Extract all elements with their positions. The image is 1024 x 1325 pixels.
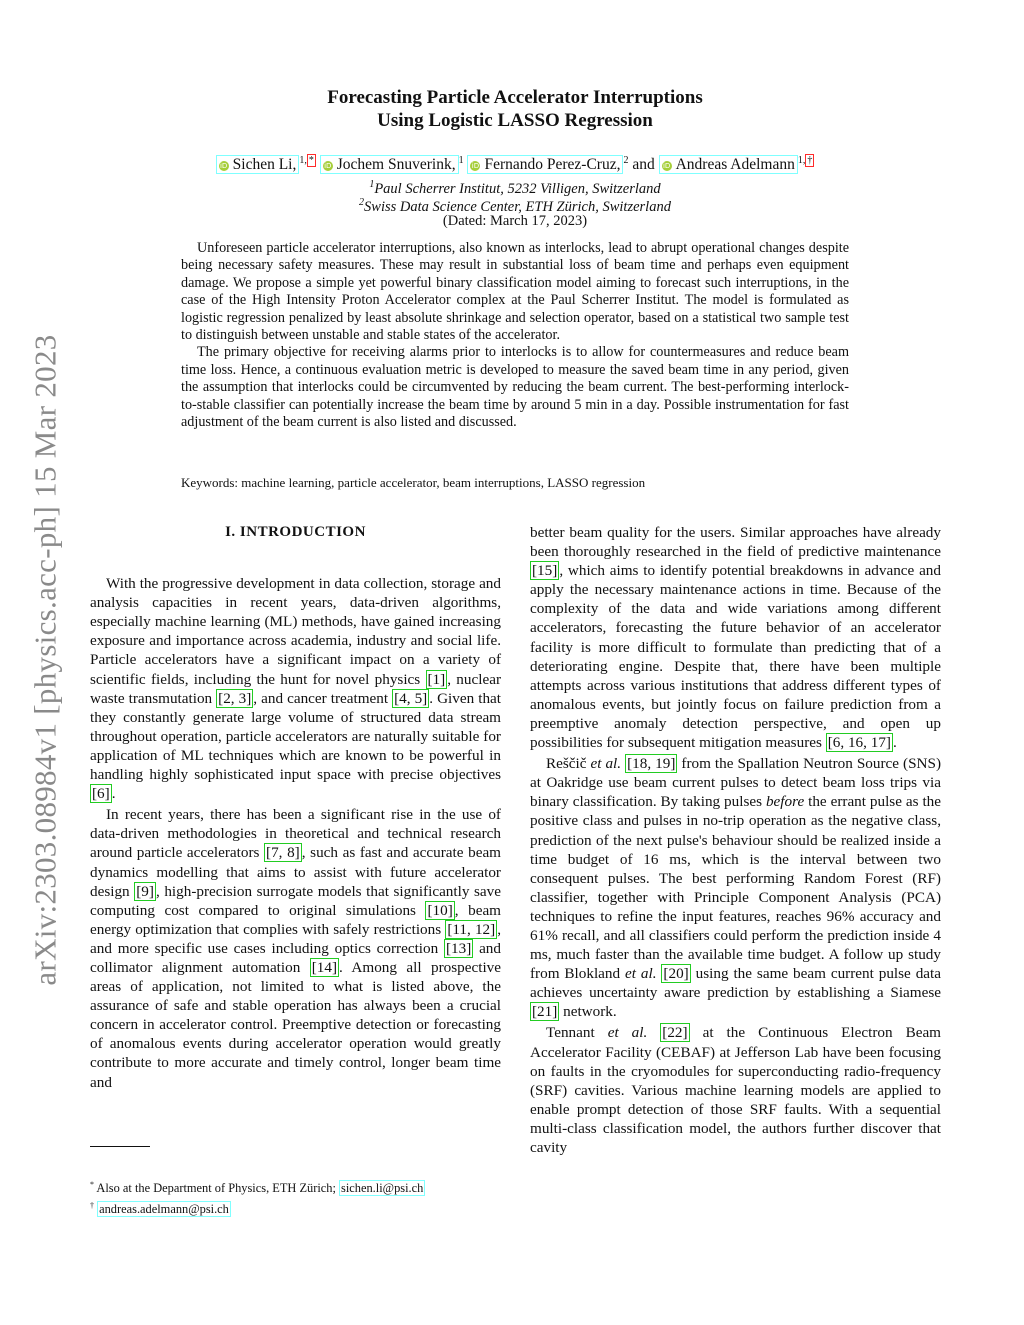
citation-link[interactable]: [2, 3] [218, 689, 252, 707]
citation-link[interactable]: [7, 8] [266, 844, 300, 862]
author-link-1[interactable]: iD Sichen Li, [216, 155, 300, 174]
citation-link[interactable]: [20] [663, 965, 689, 983]
arxiv-identifier [24, 300, 68, 1020]
title-line-2: Using Logistic LASSO Regression [377, 110, 653, 131]
footnote-link-dagger[interactable]: † [807, 155, 813, 166]
intro-paragraph-3: better beam quality for the users. Similar approaches have already been thoroughly researched in the field of predictive maintenance [15] , which aims to identify potential breakdowns in advance and apply the necessary maintenance actions in time. Because of the complexity of the data and wide variations among different accelerators, forecasting the future behavior of an accelerator facility is more difficult to formulate than predicting that of a deteriorating engine. Despite that, there have been multiple attempts across various institutions that address different types of anomalous events, but jointly focus on failure prediction from a preemptive anomaly detection perspective, and open up possibilities for subsequent mitigation measures [6, 16, 17] . [530, 524, 941, 752]
abstract-paragraph-1: Unforeseen particle accelerator interruptions, also known as interlocks, lead to abrupt operational changes despite being necessary safety measures. These may result in substantial loss of beam time and perhaps even equipment damage. We propose a simple yet powerful binary classification model aiming to forecast such interruptions, in the case of the High Intensity Proton Accelerator complex at the Paul Scherrer Institut. The model is formulated as logistic regression penalized by least absolute shrinkage and selection operator, based on a statistical two sample test to distinguish between unstable and stable states of the accelerator. [181, 240, 849, 344]
author-conjunction: and [632, 156, 655, 174]
citation-link[interactable]: [22] [662, 1024, 688, 1042]
affiliation-1: $^1$Paul Scherrer Institut, 5232 Villigen, Switzerland [369, 179, 661, 197]
citation-link[interactable]: [18, 19] [627, 755, 676, 773]
email-link[interactable]: andreas.adelmann@psi.ch [99, 1202, 229, 1217]
citation-link[interactable]: [21] [532, 1003, 558, 1021]
footnote-2: † andreas.adelmann@psi.ch [90, 1201, 229, 1217]
affiliation-2: $^2$Swiss Data Science Center, ETH Zürich, Switzerland [359, 197, 671, 215]
citation-link[interactable]: [1] [427, 670, 446, 688]
footnote-divider [90, 1146, 150, 1147]
right-column [530, 523, 941, 1159]
title-line-1: Forecasting Particle Accelerator Interruptions [327, 87, 703, 108]
citation-link[interactable]: [15] [532, 562, 558, 580]
citation-link[interactable]: [6, 16, 17] [827, 734, 891, 752]
intro-paragraph-4: Reščič et al. [18, 19] from the Spallation Neutron Source (SNS) at Oakridge use beam current pulses to detect beam loss trips via binary classification. By taking pulses before the errant pulse as the positive class and pulses in no-trip operation as the negative class, prediction of the next pulse's behaviour should be realized inside a time budget of 16 ms, which is the interval between two consequent pulses. The best performing Random Forest (RF) classifier, together with Principle Component Analysis (PCA) techniques to refine the input features, reaches 96% accuracy and 61% recall, and all classifiers could perform the prediction inside 4 ms, much faster than the available time budget. A follow up study from Blokland et al. [20] using the same beam current pulse data achieves uncertainty aware prediction by establishing a Siamese [21] network. [530, 755, 942, 1021]
author-list: iD Sichen Li, $^{1,}$ * iD Jochem Snuverink, $^1$ iD Fernando Perez-Cruz, $^2$ and iD Andreas Adelmann $^{1,}$ † [120, 151, 910, 175]
orcid-icon: iD [324, 162, 332, 171]
section-heading: I. INTRODUCTION [225, 524, 366, 540]
author-link-3[interactable]: iD Fernando Perez-Cruz, [467, 155, 623, 174]
abstract [181, 240, 849, 431]
author-link-4[interactable]: iD Andreas Adelmann [659, 155, 798, 174]
citation-link[interactable]: [10] [427, 901, 453, 919]
citation-link[interactable]: [13] [445, 939, 472, 957]
paper-title [200, 86, 830, 132]
citation-link[interactable]: [14] [311, 958, 338, 976]
citation-link[interactable]: [11, 12] [447, 920, 496, 938]
author-link-2[interactable]: iD Jochem Snuverink, [320, 155, 459, 174]
email-link[interactable]: sichen.li@psi.ch [341, 1181, 424, 1196]
arxiv-identifier-text: arXiv:2303.08984v1 [physics.acc-ph] 15 Mar 2023 [28, 334, 64, 986]
orcid-icon: iD [471, 162, 480, 171]
orcid-icon: iD [219, 162, 228, 171]
citation-link[interactable]: [4, 5] [394, 689, 428, 707]
orcid-icon: iD [662, 162, 671, 171]
intro-paragraph-2: In recent years, there has been a significant rise in the use of data-driven methodologies in theoretical and technical research around particle accelerators [7, 8] , such as fast and accurate beam dynamics modelling that aims to assist with future accelerator design [9] , high-precision surrogate models that significantly save computing cost compared to original simulations [10] , beam energy optimization that complies with safely restrictions [11, 12] , and more specific use cases including optics correction [13] and collimator alignment automation [14] . Among all prospective areas of application, not limited to what is listed above, the assurance of safe and stable operation has always been a crucial concern in accelerator control. Preemptive detection or forecasting of anomalous events during accelerator operation would greatly contribute to more accurate and timely control, longer beam time and [90, 806, 501, 1091]
keywords: Keywords: machine learning, particle accelerator, beam interruptions, LASSO regression [181, 475, 646, 490]
left-column [90, 523, 501, 1094]
date-line: (Dated: March 17, 2023) [442, 213, 588, 229]
intro-paragraph-1: With the progressive development in data collection, storage and analysis capacities in recent years, data-driven algorithms, especially machine learning (ML) methods, have gained increasing exposure and importance across academia, industry and social life. Particle accelerators have a significant impact on a variety of scientific fields, including the hunt for novel physics [1] , nuclear waste transmutation [2, 3] , and cancer treatment [4, 5] . Given that they constantly generate large volume of structured data stream throughout operation, particle accelerators are naturally suitable for application of ML techniques which are known to be powerful in handling highly sophisticated input space with precise objectives [6] . [90, 575, 501, 803]
intro-paragraph-5: Tennant et al. [22] at the Continuous Electron Beam Accelerator Facility (CEBAF) at Jefferson Lab have been focusing on faults in the cryomodules for superconducting radio-frequency (SRF) cavities. Various machine learning models are applied to enable prompt detection of those SRF faults. With a sequential multi-class classification model, the authors further discover that cavity [530, 1024, 941, 1156]
abstract-paragraph-2: The primary objective for receiving alarms prior to interlocks is to allow for countermeasures and reduce beam time loss. Hence, a continuous evaluation metric is developed to measure the saved beam time in any period, given the assumption that interlocks could be circumvented by reducing the beam current. The best-performing interlock-to-stable classifier can potentially increase the beam time by around 5 min in a day. Possible instrumentation for fast adjustment of the beam current is also listed and discussed. [181, 344, 849, 431]
footnote-1: * Also at the Department of Physics, ETH Zürich; sichen.li@psi.ch [90, 1180, 424, 1196]
footnote-link-star[interactable]: * [308, 155, 314, 166]
citation-link[interactable]: [9] [136, 882, 154, 900]
citation-link[interactable]: [6] [92, 785, 110, 803]
footnotes [90, 1176, 510, 1218]
